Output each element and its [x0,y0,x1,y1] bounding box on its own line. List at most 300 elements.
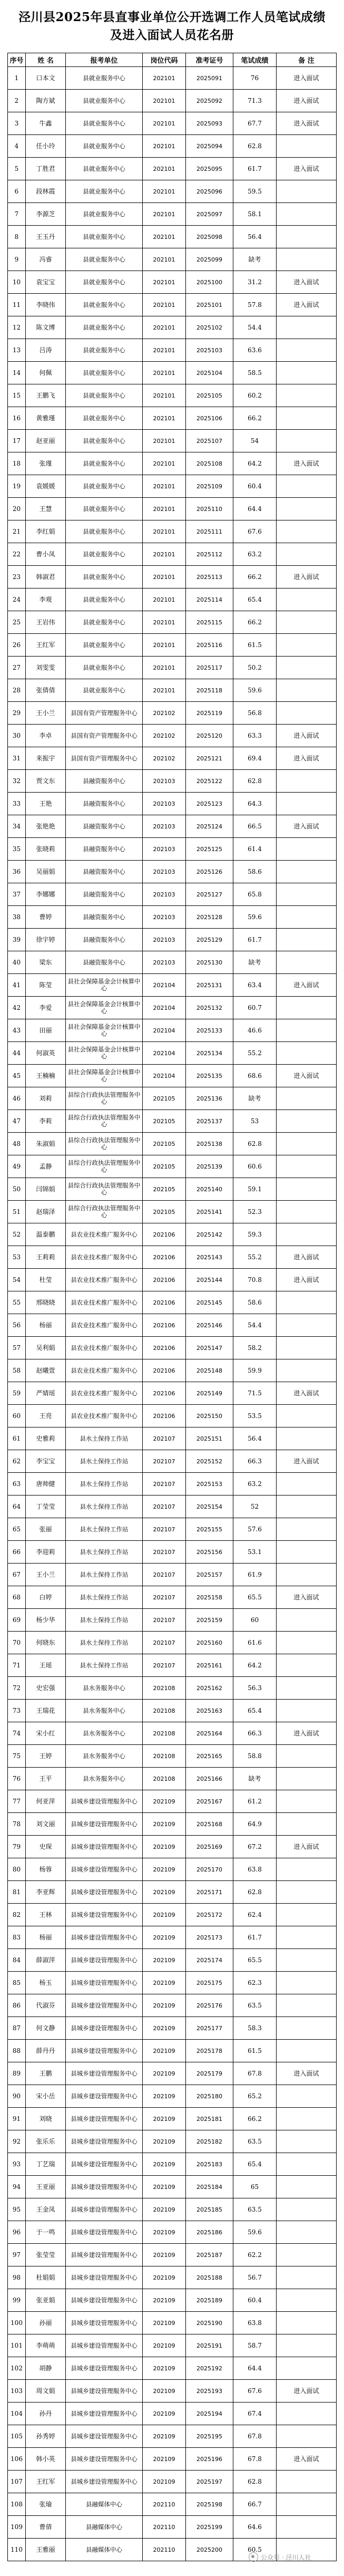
row-score: 62.8 [233,1881,277,1904]
row-unit: 县国有资产管理服务中心 [66,702,143,725]
row-unit: 县就业服务中心 [66,566,143,588]
row-index: 47 [8,1110,26,1133]
row-unit: 县就业服务中心 [66,339,143,362]
row-ticket-number: 2025153 [186,1473,233,1496]
row-ticket-number: 2025093 [186,112,233,135]
row-ticket-number: 2025161 [186,1654,233,1677]
row-post-code: 202101 [143,430,186,452]
row-name: 李红娟 [26,520,66,543]
row-index: 103 [8,2380,26,2403]
row-name: 徐宇婷 [26,929,66,951]
row-name: 陈文博 [26,316,66,339]
row-unit: 县农业技术推广服务中心 [66,1314,143,1337]
row-post-code: 202109 [143,1836,186,1858]
row-name: 牛鑫 [26,112,66,135]
table-row [8,1518,337,1541]
row-score: 62.4 [233,1904,277,1926]
row-ticket-number: 2025156 [186,1541,233,1564]
row-post-code: 202108 [143,1700,186,1722]
row-score: 62.2 [233,2244,277,2266]
row-ticket-number: 2025136 [186,1087,233,1110]
table-row [8,1110,337,1133]
row-post-code: 202104 [143,974,186,997]
row-index: 24 [8,588,26,611]
row-remark [277,1405,337,1427]
row-ticket-number: 2025131 [186,974,233,997]
row-name: 吕涛 [26,339,66,362]
row-remark [277,793,337,815]
row-remark [277,203,337,226]
row-post-code: 202109 [143,1972,186,1994]
row-ticket-number: 2025177 [186,2017,233,2040]
row-unit: 县城乡建设管理服务中心 [66,2403,143,2425]
table-row [8,2085,337,2108]
row-ticket-number: 2025103 [186,339,233,362]
table-row [8,747,337,770]
row-name: 王鹏飞 [26,384,66,407]
row-post-code: 202103 [143,815,186,838]
row-unit: 县融媒体中心 [66,2493,143,2516]
row-post-code: 202109 [143,1790,186,1813]
row-unit: 县农业技术推广服务中心 [66,1405,143,1427]
row-remark [277,407,337,430]
row-score: 31.2 [233,271,277,294]
row-score: 66.3 [233,1450,277,1473]
row-score: 62.3 [233,1972,277,1994]
table-row [8,90,337,112]
row-remark: 进入面试 [277,725,337,747]
row-remark [277,1496,337,1518]
row-ticket-number: 2025110 [186,498,233,520]
row-name: 何晓东 [26,1632,66,1654]
table-row [8,1677,337,1700]
row-index: 16 [8,407,26,430]
row-ticket-number: 2025171 [186,1881,233,1904]
row-post-code: 202101 [143,566,186,588]
row-ticket-number: 2025097 [186,203,233,226]
row-index: 55 [8,1291,26,1314]
row-remark [277,1972,337,1994]
row-remark [277,1858,337,1881]
row-score: 63.2 [233,543,277,566]
table-row [8,362,337,384]
row-name: 周文娟 [26,2380,66,2403]
row-name: 李源芝 [26,203,66,226]
row-unit: 县城乡建设管理服务中心 [66,1949,143,1972]
row-post-code: 202106 [143,1382,186,1405]
table-row [8,974,337,997]
row-index: 107 [8,2471,26,2493]
row-post-code: 202106 [143,1223,186,1246]
row-remark [277,2244,337,2266]
row-name: 史雅莉 [26,1427,66,1450]
row-score: 60 [233,1609,277,1632]
table-row [8,1337,337,1359]
row-remark [277,679,337,702]
row-remark [277,226,337,248]
row-remark [277,1087,337,1110]
row-name: 杨丽 [26,1314,66,1337]
table-row [8,770,337,793]
row-index: 109 [8,2516,26,2539]
row-unit: 县综合行政执法管理服务中心 [66,1178,143,1201]
row-post-code: 202101 [143,67,186,90]
row-unit: 县社会保障基金会计核算中心 [66,1042,143,1065]
row-index: 82 [8,1904,26,1926]
row-index: 93 [8,2153,26,2176]
row-score: 63.5 [233,1994,277,2017]
table-row [8,1405,337,1427]
row-name: 曹婷 [26,906,66,929]
row-name: 贾文东 [26,770,66,793]
table-row [8,407,337,430]
row-name: 李宝宝 [26,1450,66,1473]
row-unit: 县城乡建设管理服务中心 [66,1881,143,1904]
row-ticket-number: 2025174 [186,1949,233,1972]
row-ticket-number: 2025114 [186,588,233,611]
row-remark [277,1564,337,1586]
row-remark [277,520,337,543]
row-ticket-number: 2025118 [186,679,233,702]
row-ticket-number: 2025128 [186,906,233,929]
row-post-code: 202105 [143,1133,186,1155]
row-ticket-number: 2025192 [186,2357,233,2380]
row-index: 8 [8,226,26,248]
row-ticket-number: 2025111 [186,520,233,543]
row-remark [277,2403,337,2425]
row-name: 杨蓉 [26,1858,66,1881]
row-ticket-number: 2025176 [186,1994,233,2017]
row-ticket-number: 2025194 [186,2403,233,2425]
row-name: 王鹏 [26,2062,66,2085]
row-remark [277,1677,337,1700]
row-name: 李莉 [26,1110,66,1133]
row-score: 50.2 [233,657,277,679]
row-post-code: 202101 [143,362,186,384]
header-score: 笔试成绩 [233,53,277,67]
row-post-code: 202110 [143,2493,186,2516]
row-ticket-number: 2025186 [186,2221,233,2244]
row-name: 张乐乐 [26,2130,66,2153]
table-row [8,1450,337,1473]
row-score: 56.8 [233,702,277,725]
row-unit: 县综合行政执法管理服务中心 [66,1133,143,1155]
row-remark [277,2425,337,2448]
row-unit: 县水土保持工作站 [66,1518,143,1541]
row-score: 61.4 [233,838,277,861]
row-remark: 进入面试 [277,158,337,180]
row-ticket-number: 2025173 [186,1926,233,1949]
row-index: 7 [8,203,26,226]
row-name: 薛丹丹 [26,2040,66,2062]
row-unit: 县就业服务中心 [66,634,143,657]
row-index: 50 [8,1178,26,1201]
row-score: 59.6 [233,906,277,929]
row-remark: 进入面试 [277,1722,337,1745]
row-score: 62.8 [233,2471,277,2493]
row-score: 58.8 [233,1745,277,1768]
row-name: 王莉莉 [26,1246,66,1269]
row-remark: 进入面试 [277,2448,337,2471]
row-remark [277,1904,337,1926]
row-score: 59.3 [233,1223,277,1246]
row-index: 90 [8,2085,26,2108]
row-ticket-number: 2025147 [186,1337,233,1359]
row-index: 106 [8,2448,26,2471]
row-unit: 县融资服务中心 [66,906,143,929]
row-score: 67.6 [233,520,277,543]
row-score: 61.2 [233,1790,277,1813]
row-index: 102 [8,2357,26,2380]
row-ticket-number: 2025105 [186,384,233,407]
row-remark [277,1881,337,1904]
row-name: 王亚丽 [26,2176,66,2198]
table-row [8,203,337,226]
row-ticket-number: 2025126 [186,861,233,883]
row-index: 28 [8,679,26,702]
row-post-code: 202101 [143,634,186,657]
row-unit: 县城乡建设管理服务中心 [66,2244,143,2266]
row-name: 李迎莉 [26,1541,66,1564]
row-unit: 县农业技术推广服务中心 [66,1269,143,1291]
row-index: 54 [8,1269,26,1291]
row-score: 65 [233,2176,277,2198]
row-ticket-number: 2025150 [186,1405,233,1427]
row-name: 唐帅健 [26,1473,66,1496]
row-remark [277,1359,337,1382]
row-score: 66.2 [233,407,277,430]
row-unit: 县就业服务中心 [66,316,143,339]
row-post-code: 202109 [143,2357,186,2380]
row-name: 张倩倩 [26,679,66,702]
table-row [8,2130,337,2153]
row-ticket-number: 2025187 [186,2244,233,2266]
row-post-code: 202101 [143,339,186,362]
row-unit: 县农业技术推广服务中心 [66,1382,143,1405]
row-score: 54.4 [233,1314,277,1337]
row-remark [277,1291,337,1314]
row-index: 79 [8,1836,26,1858]
row-unit: 县城乡建设管理服务中心 [66,2130,143,2153]
table-row [8,248,337,271]
row-post-code: 202107 [143,1609,186,1632]
row-ticket-number: 2025181 [186,2108,233,2130]
row-name: 闫锦娟 [26,1178,66,1201]
row-score: 60.6 [233,1155,277,1178]
row-unit: 县城乡建设管理服务中心 [66,1972,143,1994]
row-index: 77 [8,1790,26,1813]
row-unit: 县就业服务中心 [66,543,143,566]
row-post-code: 202109 [143,1858,186,1881]
table-header-row [8,53,337,67]
watermark-text: 公众号 · 泾川人社 [261,2553,311,2561]
row-remark [277,248,337,271]
row-remark [277,1178,337,1201]
table-row [8,1632,337,1654]
row-unit: 县城乡建设管理服务中心 [66,2471,143,2493]
row-ticket-number: 2025158 [186,1586,233,1609]
row-remark: 进入面试 [277,1450,337,1473]
row-index: 18 [8,452,26,475]
row-unit: 县水务服务中心 [66,1677,143,1700]
row-name: 陈莹 [26,974,66,997]
row-score: 64.2 [233,452,277,475]
row-score: 56.4 [233,226,277,248]
row-score: 64.2 [233,1654,277,1677]
table-row [8,2289,337,2312]
row-remark [277,906,337,929]
table-row [8,2380,337,2403]
row-ticket-number: 2025159 [186,1609,233,1632]
table-row [8,2040,337,2062]
row-post-code: 202108 [143,1768,186,1790]
row-remark [277,2040,337,2062]
row-score: 60.4 [233,475,277,498]
row-post-code: 202107 [143,1654,186,1677]
row-name: 胡静 [26,2357,66,2380]
row-post-code: 202105 [143,1178,186,1201]
row-name: 王小兰 [26,1564,66,1586]
row-ticket-number: 2025124 [186,815,233,838]
row-score: 66.2 [233,566,277,588]
row-remark [277,2516,337,2539]
row-post-code: 202109 [143,2176,186,2198]
table-row [8,566,337,588]
row-post-code: 202109 [143,1994,186,2017]
row-name: 杜莹 [26,1269,66,1291]
row-unit: 县就业服务中心 [66,158,143,180]
row-unit: 县就业服务中心 [66,475,143,498]
row-name: 张晓莉 [26,838,66,861]
row-index: 85 [8,1972,26,1994]
row-unit: 县融资服务中心 [66,951,143,974]
row-name: 孙丽 [26,2312,66,2334]
row-name: 李卓 [26,725,66,747]
row-ticket-number: 2025091 [186,67,233,90]
header-index: 序号 [8,53,26,67]
row-post-code: 202109 [143,2448,186,2471]
table-row [8,67,337,90]
row-name: 丁艺瑞 [26,2153,66,2176]
row-unit: 县就业服务中心 [66,430,143,452]
row-ticket-number: 2025165 [186,1745,233,1768]
row-post-code: 202107 [143,1586,186,1609]
row-remark: 进入面试 [277,2062,337,2085]
row-post-code: 202109 [143,2153,186,2176]
row-post-code: 202107 [143,1564,186,1586]
row-index: 43 [8,1019,26,1042]
row-post-code: 202101 [143,203,186,226]
row-ticket-number: 2025178 [186,2040,233,2062]
row-index: 105 [8,2425,26,2448]
row-remark [277,180,337,203]
table-row [8,1926,337,1949]
row-post-code: 202102 [143,747,186,770]
row-name: 何文静 [26,2017,66,2040]
row-name: 李娜娜 [26,883,66,906]
row-remark [277,475,337,498]
row-remark [277,2017,337,2040]
row-post-code: 202101 [143,520,186,543]
row-index: 4 [8,135,26,158]
header-unit: 报考单位 [66,53,143,67]
row-name: 曹小凤 [26,543,66,566]
table-row [8,929,337,951]
row-remark [277,2176,337,2198]
row-remark [277,2471,337,2493]
row-index: 92 [8,2130,26,2153]
row-remark [277,430,337,452]
row-score: 64.6 [233,2516,277,2539]
row-name: 赵亚丽 [26,430,66,452]
row-post-code: 202110 [143,2539,186,2561]
row-post-code: 202104 [143,1042,186,1065]
row-index: 5 [8,158,26,180]
row-post-code: 202101 [143,498,186,520]
row-remark [277,2493,337,2516]
row-remark [277,1949,337,1972]
row-ticket-number: 2025172 [186,1904,233,1926]
row-unit: 县城乡建设管理服务中心 [66,1813,143,1836]
row-post-code: 202106 [143,1337,186,1359]
row-remark [277,1768,337,1790]
row-index: 66 [8,1541,26,1564]
row-index: 51 [8,1201,26,1223]
row-ticket-number: 2025116 [186,634,233,657]
row-score: 56.4 [233,1427,277,1450]
row-index: 13 [8,339,26,362]
row-remark: 进入面试 [277,566,337,588]
row-name: 陶方斌 [26,90,66,112]
row-index: 11 [8,294,26,316]
row-post-code: 202103 [143,838,186,861]
row-remark [277,498,337,520]
table-row [8,2493,337,2516]
row-unit: 县城乡建设管理服务中心 [66,1926,143,1949]
row-score: 63.8 [233,2312,277,2334]
row-index: 108 [8,2493,26,2516]
row-unit: 县就业服务中心 [66,248,143,271]
row-remark [277,883,337,906]
row-unit: 县就业服务中心 [66,294,143,316]
row-post-code: 202101 [143,679,186,702]
row-index: 49 [8,1155,26,1178]
row-ticket-number: 2025198 [186,2493,233,2516]
table-row [8,657,337,679]
row-unit: 县社会保障基金会计核算中心 [66,1065,143,1087]
row-ticket-number: 2025145 [186,1291,233,1314]
table-row [8,294,337,316]
row-name: 王玉丹 [26,226,66,248]
row-post-code: 202101 [143,271,186,294]
row-ticket-number: 2025182 [186,2130,233,2153]
row-unit: 县就业服务中心 [66,112,143,135]
row-score: 63.5 [233,2198,277,2221]
row-remark: 进入面试 [277,452,337,475]
table-row [8,112,337,135]
table-row [8,634,337,657]
row-index: 21 [8,520,26,543]
row-ticket-number: 2025152 [186,1450,233,1473]
row-ticket-number: 2025106 [186,407,233,430]
row-remark [277,929,337,951]
row-score: 71.3 [233,90,277,112]
results-table [7,53,337,2561]
row-ticket-number: 2025146 [186,1314,233,1337]
row-ticket-number: 2025137 [186,1110,233,1133]
row-remark [277,1133,337,1155]
row-index: 31 [8,747,26,770]
